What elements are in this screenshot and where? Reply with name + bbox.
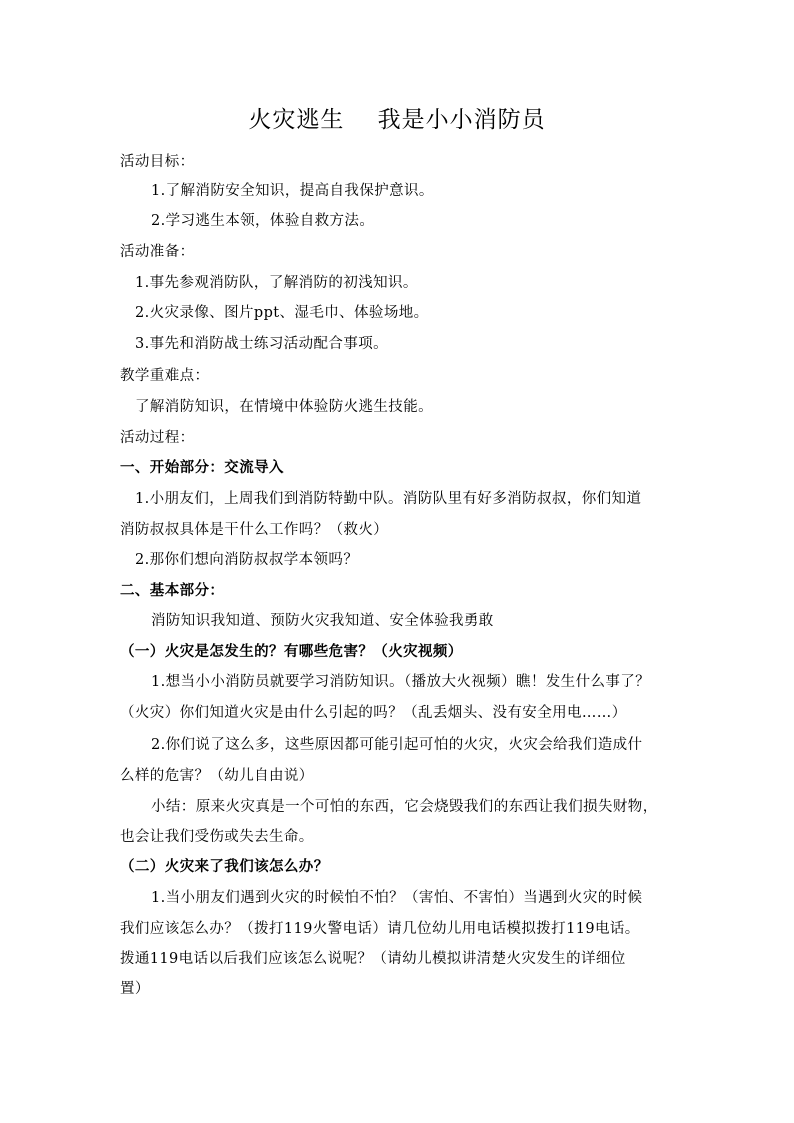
summary-line: 也会让我们受伤或失去生命。 [120, 829, 314, 845]
summary-line: 小结：原来火灾真是一个可怕的东西，它会烧毁我们的东西让我们损失财物， [151, 799, 658, 815]
subsection-heading-2: （二）火灾来了我们该怎么办？ [120, 858, 329, 875]
paragraph-line: 么样的危害？（幼儿自由说） [120, 768, 314, 784]
paragraph-line: （火灾）你们知道火灾是由什么引起的吗？（乱丢烟头、没有安全用电……） [120, 705, 627, 721]
section-heading-key-points: 教学重难点： [120, 368, 210, 384]
goal-item-2: 2.学习逃生本领，体验自救方法。 [151, 213, 375, 229]
prep-item-1: 1.事先参观消防队，了解消防的初浅知识。 [135, 275, 418, 291]
part-two-heading: 二、基本部分： [120, 582, 225, 599]
section-heading-process: 活动过程： [120, 430, 195, 446]
paragraph-line: 1.小朋友们，上周我们到消防特勤中队。消防队里有好多消防叔叔，你们知道 [135, 491, 642, 507]
prep-item-2: 2.火灾录像、图片ppt、湿毛巾、体验场地。 [135, 305, 429, 321]
paragraph-line: 1.当小朋友们遇到火灾的时候怕不怕？（害怕、不害怕）当遇到火灾的时候 [151, 890, 643, 906]
paragraph-line: 1.想当小小消防员就要学习消防知识。（播放大火视频）瞧！发生什么事了？ [151, 674, 651, 690]
paragraph-line: 2.那你们想向消防叔叔学本领吗？ [135, 552, 359, 568]
paragraph-line: 消防知识我知道、预防火灾我知道、安全体验我勇敢 [151, 613, 494, 629]
section-heading-goals: 活动目标： [120, 154, 195, 170]
paragraph-line: 置） [120, 981, 150, 997]
part-one-heading: 一、开始部分：交流导入 [120, 459, 284, 476]
section-heading-preparation: 活动准备： [120, 244, 195, 260]
key-point-text: 了解消防知识，在情境中体验防火逃生技能。 [135, 399, 433, 415]
paragraph-line: 我们应该怎么办？（拨打119火警电话）请几位幼儿用电话模拟拨打119电话。 [120, 921, 640, 937]
goal-item-1: 1.了解消防安全知识，提高自我保护意识。 [151, 183, 434, 199]
paragraph-line: 消防叔叔具体是干什么工作吗？（救火） [120, 522, 389, 538]
paragraph-line: 2.你们说了这么多，这些原因都可能引起可怕的火灾，火灾会给我们造成什 [151, 737, 643, 753]
document-title: 火灾逃生 我是小小消防员 [248, 107, 546, 133]
prep-item-3: 3.事先和消防战士练习活动配合事项。 [135, 336, 389, 352]
subsection-heading-1: （一）火灾是怎发生的？有哪些危害？（火灾视频） [120, 643, 463, 660]
paragraph-line: 拨通119电话以后我们应该怎么说呢？（请幼儿模拟讲清楚火灾发生的详细位 [120, 951, 626, 967]
